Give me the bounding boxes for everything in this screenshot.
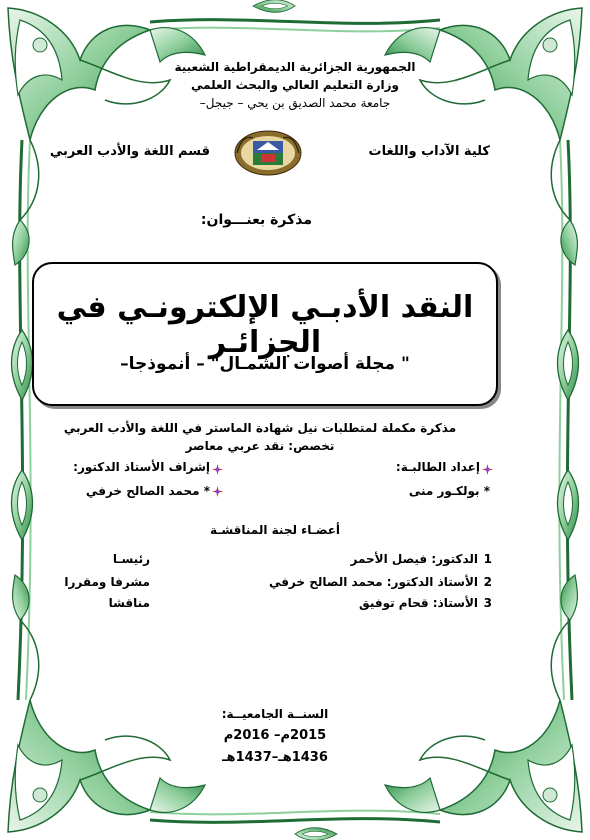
- faculty-name: كلية الآداب واللغات: [368, 144, 490, 159]
- committee-member-number: 2: [483, 575, 492, 589]
- republic-line: الجمهورية الجزائرية الديمقراطية الشعبية: [174, 60, 416, 74]
- star-bullet-icon: [212, 464, 223, 475]
- committee-member-role: مشرفا ومقررا: [64, 575, 150, 589]
- committee-member-name: الدكتور: فيصل الأحمر: [350, 552, 478, 566]
- supervisor-name: * محمد الصالح خرفي: [85, 484, 210, 498]
- student-name: * بولكـور منى: [408, 484, 490, 498]
- committee-member-name: الأستاذ: قحام توفيق: [359, 596, 478, 610]
- committee-member-role: رئيسـا: [112, 552, 150, 566]
- academic-year-label: السنــة الجامعيــة:: [221, 707, 329, 721]
- supervisor-label: إشراف الأستاذ الدكتور:: [73, 460, 210, 474]
- committee-member-role: مناقشا: [108, 596, 150, 610]
- star-bullet-icon: [482, 464, 493, 475]
- student-label: إعداد الطالبـة:: [395, 460, 480, 474]
- specialty-line: تخصص: نقد عربي معاصر: [185, 439, 335, 453]
- committee-member-number: 3: [483, 596, 492, 610]
- ministry-line: وزارة التعليم العالي والبحث العلمي: [190, 78, 400, 92]
- memo-label: مذكرة بعنـــوان:: [200, 212, 312, 228]
- academic-year-gregorian: 2015م– 2016م: [223, 728, 327, 743]
- committee-title: أعضـاء لجنة المناقشـة: [209, 523, 341, 537]
- academic-year-hijri: 1436هـ–1437هـ: [222, 750, 328, 765]
- committee-member-number: 1: [483, 552, 492, 566]
- university-logo: [233, 128, 303, 178]
- thesis-subtitle: " مجلة أصوات الشمـال" – أنموذجا–: [120, 354, 410, 374]
- title-box: [32, 262, 498, 406]
- committee-member-name: الأستاذ الدكتور: محمد الصالح خرفي: [268, 575, 478, 589]
- department-name: قسم اللغة والأدب العربي: [49, 144, 210, 159]
- thesis-title: النقد الأدبـي الإلكترونـي في الجزائـر: [56, 290, 474, 360]
- thesis-description: مذكرة مكملة لمتطلبات نيل شهادة الماستر في اللغة والأدب العربي: [63, 421, 457, 435]
- star-bullet-icon: [212, 486, 223, 497]
- university-line: جامعة محمد الصديق بن يحي – جيجل–: [199, 96, 391, 110]
